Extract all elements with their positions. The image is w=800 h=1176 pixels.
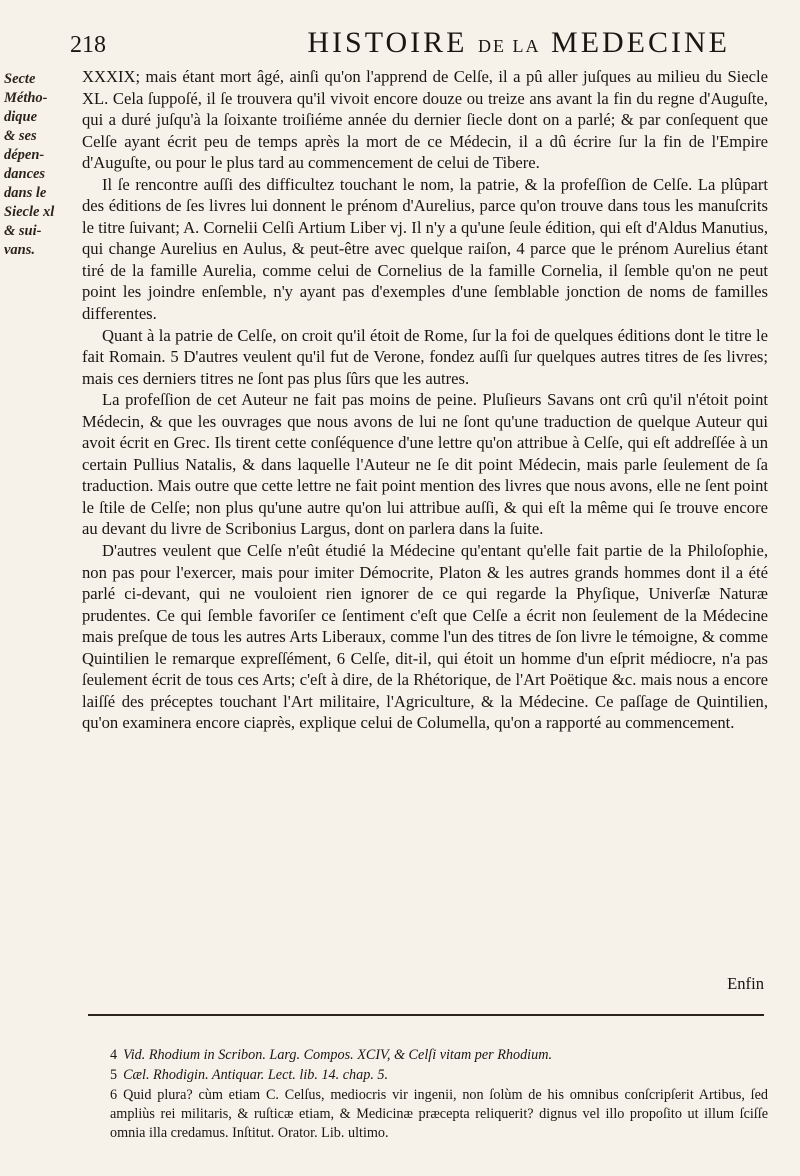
title-word-de-la: DE LA: [478, 36, 541, 56]
footnote-number: 6: [110, 1087, 118, 1103]
footnote-text: Cæl. Rhodigin. Antiquar. Lect. lib. 14. chap. 5.: [123, 1067, 389, 1083]
paragraph-4: La profeſſion de cet Auteur ne fait pas moins de peine. Pluſieurs Savans ont crû qu'il n'étoit point Médecin, & que les ouvrages que nous avons de lui ne ſont qu'une traduction de quelque Auteur qui avoit écrit en Grec. Ils tirent cette conſéquence d'une lettre qu'on attribue à Celſe, qui eſt addreſſée à un certain Pullius Natalis, & dans laquelle l'Auteur ne ſe dit point Médecin, mais parle ſeulement de ſa traduction. Mais outre que cette lettre ne fait point mention des livres que nous avons, elle ne ſent point le ſtile de Celſe; non plus qu'une autre qu'on lui attribue auſſi, & qui eſt la même qui ſe trouve encore au devant du livre de Scribonius Largus, dont on parlera dans la ſuite.: [82, 390, 768, 539]
footnotes: [110, 1046, 768, 1144]
running-title: [307, 26, 730, 60]
footnote-number: 4: [110, 1047, 118, 1063]
footnote-number: 5: [110, 1067, 118, 1083]
footnote-text: Quid plura? cùm etiam C. Celſus, mediocris vir ingenii, non ſolùm de his omnibus conſcripſerit Artibus, ſed ampliùs rei militaris, & ruſticæ etiam, & Medicinæ præcepta reliquerit? dignus vel illo propoſito ut illum ſciſſe omnia illa credamus. Inſtitut. Orator. Lib. ultimo.: [110, 1087, 768, 1141]
paragraph-5: D'autres veulent que Celſe n'eût étudié la Médecine qu'entant qu'elle fait partie de la Philoſophie, non pas pour l'exercer, mais pour imiter Démocrite, Platon & les autres grands hommes dont il a été parlé ci-devant, qui ne vouloient rien ignorer de ce qui regarde la Phyſique, Univerſæ Naturæ prudentes. Ce qui ſemble favoriſer ce ſentiment c'eſt que Celſe a écrit non ſeulement de la Médecine mais preſque de tous les autres Arts Liberaux, comme l'un des titres de ſon livre le témoigne, & comme Quintilien le remarque expreſſément, 6 Celſe, dit-il, qui étoit un homme d'un eſprit médiocre, n'a pas ſeulement écrit de tous ces Arts; c'eſt à dire, de la Rhétorique, de l'Art Poëtique &c. mais nous a encore laiſſé des préceptes touchant l'Art militaire, l'Agriculture, & la Médecine. Ce paſſage de Quintilien, qu'on examinera encore ciaprès, explique celui de Columella, qu'on a rapporté au commencement.: [82, 541, 768, 733]
footnote-5: [110, 1066, 768, 1085]
footnote-divider: [88, 1014, 764, 1016]
margin-note: Secte Métho- dique & ses dépen- dances dans le Siecle xl & sui- vans.: [4, 71, 55, 258]
title-word-medecine: MEDECINE: [551, 26, 730, 59]
footnote-text: Vid. Rhodium in Scribon. Larg. Compos. XCIV, & Celſi vitam per Rhodium.: [123, 1047, 552, 1063]
footnote-4: [110, 1046, 768, 1065]
page-number: 218: [70, 32, 106, 58]
footnote-6: [110, 1086, 768, 1143]
title-word-histoire: HISTOIRE: [307, 26, 468, 59]
main-text: [82, 66, 768, 734]
paragraph-3: Quant à la patrie de Celſe, on croit qu'il étoit de Rome, ſur la foi de quelques éditions dont le titre le fait Romain. 5 D'autres veulent qu'il fut de Verone, fondez auſſi ſur quelques autres titres de ſes livres; mais ces derniers titres ne ſont pas plus ſûrs que les autres.: [82, 325, 768, 388]
paragraph-2: Il ſe rencontre auſſi des difficultez touchant le nom, la patrie, & la profeſſion de Celſe. La plûpart des éditions de ſes livres lui donnent le prénom d'Aurelius, parce qu'on trouve dans tous les manuſcrits le titre ſuivant; A. Cornelii Celſi Artium Liber vj. Il n'y a qu'une ſeule édition, qui eſt d'Aldus Manutius, qui change Aurelius en Aulus, & peut-être avec quelque raiſon, 4 parce que le prénom Aurelius étant tiré de la famille Aurelia, comme celui de Cornelius de la famille Cornelia, il ſemble qu'on ne peut point les joindre enſemble, n'y ayant pas d'exemples d'une ſemblable jonction de noms de familles differentes.: [82, 174, 768, 324]
paragraph-1: XXXIX; mais étant mort âgé, ainſi qu'on l'apprend de Celſe, il a pû aller juſques au milieu du Siecle XL. Cela ſuppoſé, il ſe trouvera qu'il vivoit encore douze ou treize ans avant la fin du regne d'Auguſte, qui a duré juſqu'à la ſoixante troiſiéme année du dernier ſiecle dont on a parlé; & par conſequent que Celſe ayant écrit peu de temps après la mort de ce Médecin, il a dû écrire ſur la fin de l'Empire d'Auguſte, ou pour le plus tard au commencement de celui de Tibere.: [82, 67, 768, 173]
catchword: Enfin: [727, 974, 764, 993]
running-header: [70, 26, 730, 62]
